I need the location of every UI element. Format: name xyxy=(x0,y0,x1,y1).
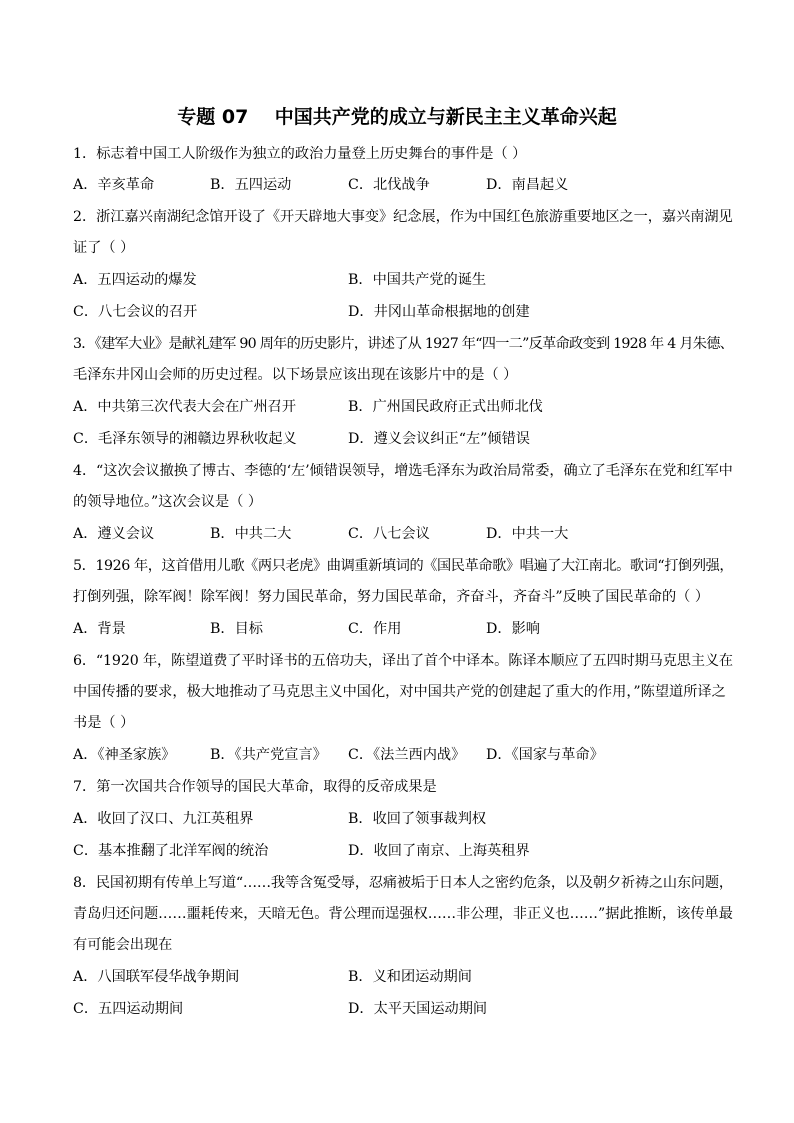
question-7-text: 7．第一次国共合作领导的国民大革命，取得的反帝成果是 xyxy=(73,779,437,795)
question-7-option-b[interactable]: B．收回了领事裁判权 xyxy=(348,811,487,827)
question-6-option-c[interactable]: C．《法兰西内战》 xyxy=(348,747,466,763)
question-7-option-d[interactable]: D．收回了南京、上海英租界 xyxy=(348,843,530,859)
question-2-text-line-2: 证了（ ） xyxy=(73,240,135,256)
question-5-option-d[interactable]: D．影响 xyxy=(486,621,540,637)
question-3-option-c[interactable]: C．毛泽东领导的湘赣边界秋收起义 xyxy=(73,431,297,447)
question-4-option-d[interactable]: D．中共一大 xyxy=(486,526,569,542)
question-5-text-line-1: 5．1926 年，这首借用儿歌《两只老虎》曲调重新填词的《国民革命歌》唱遍了大江南北。歌词“打倒列强， xyxy=(73,558,734,574)
question-1-option-b[interactable]: B．五四运动 xyxy=(210,177,292,193)
question-5-option-a[interactable]: A．背景 xyxy=(73,621,126,637)
question-3-text-line-2: 毛泽东井冈山会师的历史过程。以下场景应该出现在该影片中的是（ ） xyxy=(73,367,518,383)
question-5-text-line-2: 打倒列强，除军阀！除军阀！努力国民革命，努力国民革命，齐奋斗，齐奋斗”反映了国民革命的（ ） xyxy=(73,589,710,605)
question-8-option-b[interactable]: B．义和团运动期间 xyxy=(348,969,472,985)
question-6-text-line-1: 6．“1920 年，陈望道费了平时译书的五倍功夫，译出了首个中译本。陈译本顺应了五四时期马克思主义在 xyxy=(73,653,733,669)
question-2-option-c[interactable]: C．八七会议的召开 xyxy=(73,304,198,320)
question-1-option-c[interactable]: C．北伐战争 xyxy=(348,177,430,193)
question-6-option-d[interactable]: D．《国家与革命》 xyxy=(486,747,604,763)
question-8-option-d[interactable]: D．太平天国运动期间 xyxy=(348,1001,488,1017)
question-5-option-b[interactable]: B．目标 xyxy=(210,621,263,637)
question-7-option-c[interactable]: C．基本推翻了北洋军阀的统治 xyxy=(73,843,269,859)
question-3-option-a[interactable]: A．中共第三次代表大会在广州召开 xyxy=(73,399,297,415)
question-4-option-c[interactable]: C．八七会议 xyxy=(348,526,430,542)
question-1-option-d[interactable]: D．南昌起义 xyxy=(486,177,569,193)
question-6-text-line-2: 中国传播的要求，极大地推动了马克思主义中国化，对中国共产党的创建起了重大的作用，”陈望道所译之 xyxy=(73,684,726,700)
question-8-option-a[interactable]: A．八国联军侵华战争期间 xyxy=(73,969,240,985)
question-8-text-line-1: 8．民国初期有传单上写道“……我等含冤受辱，忍痛被垢于日本人之密约危条，以及朝夕祈祷之山东问题， xyxy=(73,875,733,891)
question-1-option-a[interactable]: A．辛亥革命 xyxy=(73,177,155,193)
question-2-text-line-1: 2．浙江嘉兴南湖纪念馆开设了《开天辟地大事变》纪念展，作为中国红色旅游重要地区之一，嘉兴南湖见 xyxy=(73,209,733,225)
question-2-option-d[interactable]: D．井冈山革命根据地的创建 xyxy=(348,304,530,320)
question-1-text: 1．标志着中国工人阶级作为独立的政治力量登上历史舞台的事件是（ ） xyxy=(73,146,527,162)
question-6-option-b[interactable]: B．《共产党宣言》 xyxy=(210,747,327,763)
question-4-text-line-1: 4．“这次会议撤换了博古、李德的‘左’倾错误领导，增选毛泽东为政治局常委，确立了毛泽东在党和红军中 xyxy=(73,463,733,479)
question-8-text-line-2: 青岛归还问题……噩耗传来，天暗无色。背公理而逞强权……非公理，非正义也……”据此推断，该传单最 xyxy=(73,906,733,922)
question-5-option-c[interactable]: C．作用 xyxy=(348,621,402,637)
question-2-option-a[interactable]: A．五四运动的爆发 xyxy=(73,272,197,288)
question-6-option-a[interactable]: A．《神圣家族》 xyxy=(73,747,176,763)
question-4-option-a[interactable]: A．遵义会议 xyxy=(73,526,155,542)
question-7-option-a[interactable]: A．收回了汉口、九江英租界 xyxy=(73,811,254,827)
question-8-text-line-3: 有可能会出现在 xyxy=(73,937,173,953)
question-6-text-line-3: 书是（ ） xyxy=(73,715,135,731)
question-4-text-line-2: 的领导地位。”这次会议是（ ） xyxy=(73,494,263,510)
page-title: 专题 07 中国共产党的成立与新民主主义革命兴起 xyxy=(177,106,617,128)
question-3-text-line-1: 3．《建军大业》是献礼建军 90 周年的历史影片，讲述了从 1927 年“四一二”反革命政变到 1928 年 4 月朱德、 xyxy=(73,336,734,352)
question-3-option-b[interactable]: B．广州国民政府正式出师北伐 xyxy=(348,399,543,415)
question-4-option-b[interactable]: B．中共二大 xyxy=(210,526,292,542)
question-3-option-d[interactable]: D．遵义会议纠正“左”倾错误 xyxy=(348,431,530,447)
question-2-option-b[interactable]: B．中国共产党的诞生 xyxy=(348,272,487,288)
question-8-option-c[interactable]: C．五四运动期间 xyxy=(73,1001,184,1017)
